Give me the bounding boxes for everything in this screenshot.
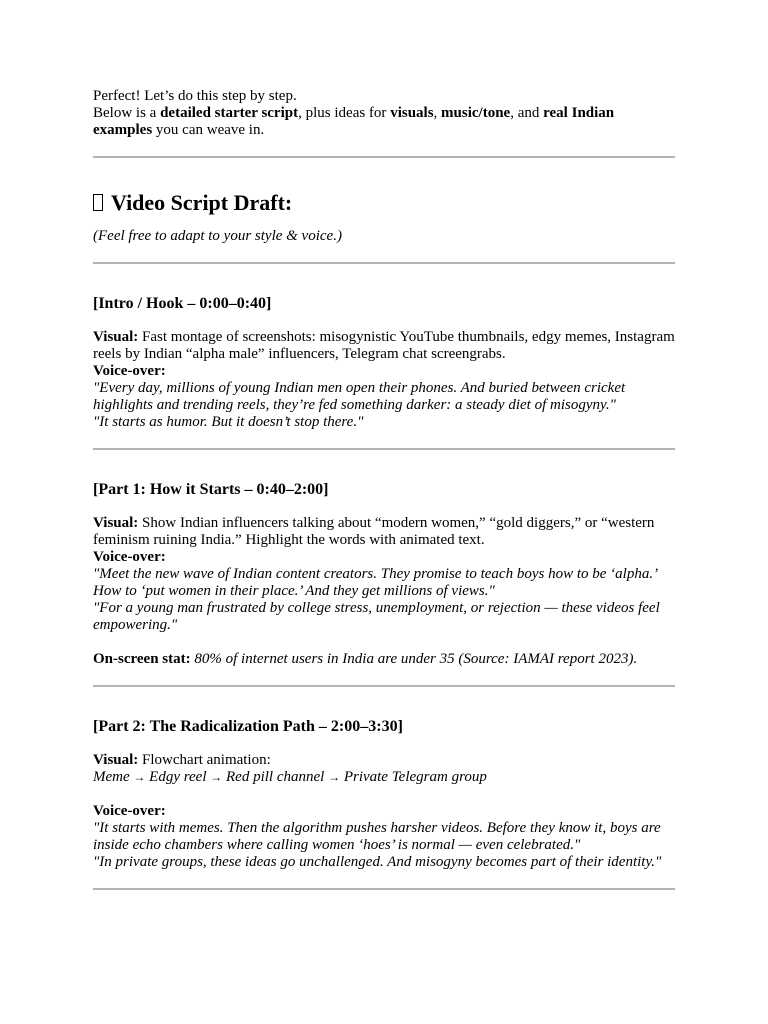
visual-text: Fast montage of screenshots: misogynistic YouTube thumbnails, edgy memes, Instagram reels by Indian “alpha male” influencers, Telegram chat screengrabs.	[93, 329, 675, 362]
intro-text: you can weave in.	[152, 122, 265, 138]
intro-text: , and	[510, 105, 544, 121]
arrow-right-icon: →	[210, 770, 223, 784]
voice-line	[93, 414, 675, 431]
voice-label-part-1	[93, 549, 675, 566]
flowchart-steps	[93, 769, 675, 786]
divider	[93, 685, 675, 687]
script-title	[93, 190, 675, 216]
voice-line	[93, 854, 675, 871]
section-heading-intro: [Intro / Hook – 0:00–0:40]	[93, 295, 272, 312]
section-heading-part-1: [Part 1: How it Starts – 0:40–2:00]	[93, 481, 329, 498]
intro-bold: music/tone	[441, 105, 511, 121]
section-heading-part-2: [Part 2: The Radicalization Path – 2:00–3:30]	[93, 718, 403, 735]
intro-bold: detailed starter script	[160, 105, 299, 121]
intro-line-1: Perfect! Let’s do this step by step.	[93, 88, 297, 104]
onscreen-stat	[93, 651, 675, 668]
divider	[93, 156, 675, 158]
visual-part-2	[93, 752, 675, 769]
voice-text: "Every day, millions of young Indian men open their phones. And buried between cricket highlights and trending reels, they’re fed something darker: a steady diet of misogyny."	[93, 380, 626, 413]
voice-text: "Meet the new wave of Indian content creators. They promise to teach boys how to be ‘alpha.’ How to ‘put women in their place.’ And they get millions of views."	[93, 566, 657, 599]
script-note-text: (Feel free to adapt to your style & voice.)	[93, 228, 342, 244]
voice-text: "It starts with memes. Then the algorithm pushes harsher videos. Before they know it, boys are inside echo chambers where calling women ‘hoes’ is normal — even celebrated."	[93, 820, 661, 853]
visual-text: Show Indian influencers talking about “modern women,” “gold diggers,” or “western feminism ruining India.” Highlight the words with animated text.	[93, 515, 655, 548]
script-title-text: Video Script Draft:	[111, 190, 293, 215]
voice-line	[93, 820, 675, 854]
stat-label: On-screen stat:	[93, 651, 191, 667]
intro-text: Below is a	[93, 105, 161, 121]
intro-bold: visuals	[390, 105, 434, 121]
intro-text: , plus ideas for	[298, 105, 391, 121]
intro-line-2	[93, 105, 675, 139]
visual-text: Flowchart animation:	[138, 752, 271, 768]
divider	[93, 262, 675, 264]
stat-text: 80% of internet users in India are under 35 (Source: IAMAI report 2023).	[190, 651, 638, 667]
flow-step: Red pill channel	[226, 769, 325, 785]
voice-line	[93, 566, 675, 600]
arrow-right-icon: →	[328, 770, 341, 784]
flow-step: Meme	[93, 769, 130, 785]
flow-step: Private Telegram group	[343, 769, 487, 785]
voice-line	[93, 380, 675, 414]
visual-label: Visual:	[93, 329, 139, 345]
voice-line	[93, 600, 675, 634]
visual-label: Visual:	[93, 752, 139, 768]
flow-step: Edgy reel	[149, 769, 207, 785]
divider	[93, 448, 675, 450]
arrow-right-icon: →	[133, 770, 146, 784]
intro-bold: real Indian examples	[93, 105, 615, 138]
visual-intro	[93, 329, 675, 363]
voice-label-part-2	[93, 803, 675, 820]
document-body	[93, 88, 675, 890]
voice-label: Voice-over:	[93, 363, 166, 379]
visual-label: Visual:	[93, 515, 139, 531]
voice-label: Voice-over:	[93, 803, 166, 819]
visual-part-1	[93, 515, 675, 549]
voice-text: "For a young man frustrated by college stress, unemployment, or rejection — these videos feel empowering."	[93, 600, 660, 633]
script-note	[93, 228, 675, 245]
divider	[93, 888, 675, 890]
voice-label-intro	[93, 363, 675, 380]
voice-label: Voice-over:	[93, 549, 166, 565]
voice-text: "It starts as humor. But it doesn’t stop there."	[93, 414, 364, 430]
voice-text: "In private groups, these ideas go unchallenged. And misogyny becomes part of their identity."	[93, 854, 662, 870]
clapper-icon	[93, 194, 103, 211]
intro-text: ,	[433, 105, 442, 121]
